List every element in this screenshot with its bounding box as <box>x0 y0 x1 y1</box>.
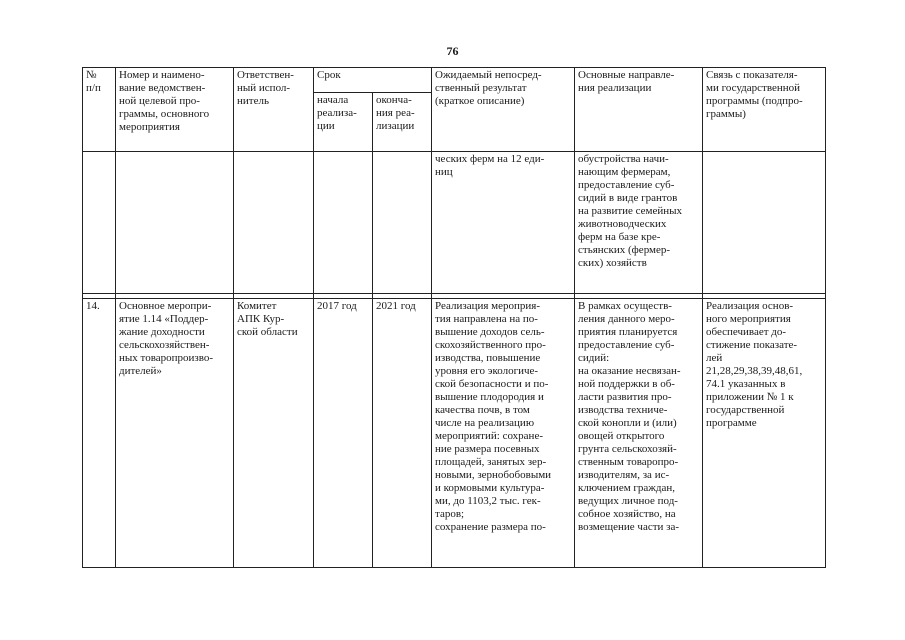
cell-result: ческих ферм на 12 еди- ниц <box>432 152 575 294</box>
page-number: 76 <box>446 44 459 58</box>
cell-result: Реализация мероприя- тия направлена на по- вышение доходов сель- скохозяйственного про- изводства, повышение уровня его экологиче- ской безопасности и по- вышение плодородия и качества почв, в том числе на реализацию мероприятий: сохране- ние размера посевных площадей, занятых зер- новыми, зернобобовыми и кормовыми культура- ми, до 1103,2 тыс. гек- таров; сохранение размера по- <box>432 299 575 568</box>
table-row <box>83 299 826 568</box>
cell-link <box>703 152 826 294</box>
cell-directions: В рамках осуществ- ления данного меро- приятия планируется предоставление суб- сидий: на оказание несвязан- ной поддержки в об- ласти развития про- изводства техниче- ской конопли и (или) овощей открытого грунта сельскохозяй- ственным товаропро- изводителям, за ис- ключением граждан, ведущих личное под- собное хозяйство, на возмещение части за- <box>575 299 703 568</box>
cell-directions: обустройства начи- нающим фермерам, предоставление суб- сидий в виде грантов на развитие семейных животноводческих ферм на базе кре- стьянских (фермер- ских) хозяйств <box>575 152 703 294</box>
cell-link: Реализация основ- ного мероприятия обеспечивает до- стижение показате- лей 21,28,29,38,39,48,61, 74.1 указанных в приложении № 1 к государственной программе <box>703 299 826 568</box>
cell-num: 14. <box>83 299 116 568</box>
cell-num <box>83 152 116 294</box>
cell-start: 2017 год <box>314 299 373 568</box>
cell-start <box>314 152 373 294</box>
header-start: начала реализа- ции <box>314 93 373 152</box>
header-row <box>83 68 826 93</box>
cell-responsible: Комитет АПК Кур- ской области <box>234 299 314 568</box>
header-responsible: Ответствен- ный испол- нитель <box>234 68 314 152</box>
header-name: Номер и наимено- вание ведомствен- ной целевой про- граммы, основного мероприятия <box>116 68 234 152</box>
table-row <box>83 152 826 294</box>
header-num: № п/п <box>83 68 116 152</box>
program-table <box>82 67 826 568</box>
header-link: Связь с показателя- ми государственной программы (подпро- граммы) <box>703 68 826 152</box>
header-result: Ожидаемый непосред- ственный результат (краткое описание) <box>432 68 575 152</box>
cell-end: 2021 год <box>373 299 432 568</box>
header-directions: Основные направле- ния реализации <box>575 68 703 152</box>
cell-end <box>373 152 432 294</box>
header-term: Срок <box>314 68 432 93</box>
cell-name: Основное меропри- ятие 1.14 «Поддер- жание доходности сельскохозяйствен- ных товаропроизво- дителей» <box>116 299 234 568</box>
cell-name <box>116 152 234 294</box>
header-end: оконча- ния реа- лизации <box>373 93 432 152</box>
cell-responsible <box>234 152 314 294</box>
